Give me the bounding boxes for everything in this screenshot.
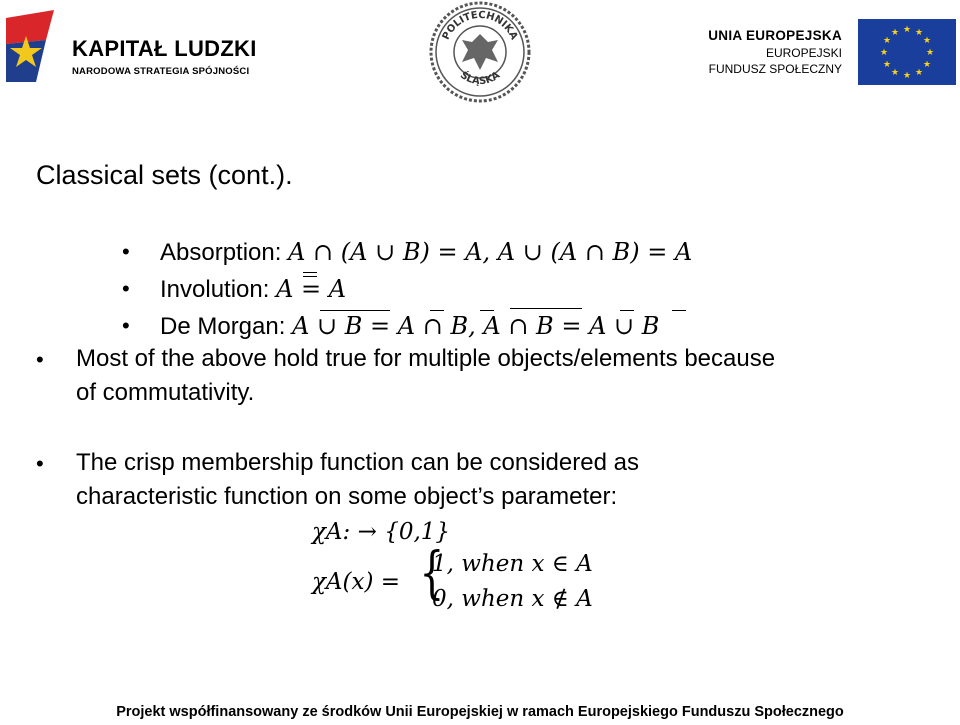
absorption-formula: A ∩ (A ∪ B) = A, A ∪ (A ∩ B) = A bbox=[288, 238, 693, 266]
svg-text:★: ★ bbox=[925, 48, 935, 58]
involution-formula: A = A bbox=[276, 275, 347, 303]
overline-mark bbox=[620, 310, 634, 311]
svg-text:ŚLĄSKA bbox=[458, 68, 502, 87]
overline-mark bbox=[430, 310, 444, 311]
eu-text-block bbox=[708, 28, 842, 76]
overline-mark bbox=[303, 272, 317, 273]
demorgan-label: De Morgan: bbox=[160, 313, 293, 340]
kapital-ludzki-logo bbox=[6, 10, 256, 90]
involution-label: Involution: bbox=[160, 276, 277, 303]
most-line1: Most of the above hold true for multiple objects/elements because bbox=[76, 345, 776, 372]
absorption-label: Absorption: bbox=[160, 239, 289, 266]
slide-title: Classical sets (cont.). bbox=[36, 160, 293, 190]
svg-text:★: ★ bbox=[882, 36, 892, 46]
svg-text:★: ★ bbox=[922, 36, 932, 46]
overline-mark bbox=[320, 310, 390, 311]
kapital-ludzki-emblem-icon bbox=[6, 10, 64, 82]
demorgan-item bbox=[160, 312, 659, 341]
chi-lhs: χA(x) = bbox=[312, 569, 401, 595]
svg-text:★: ★ bbox=[914, 68, 924, 78]
svg-text:★: ★ bbox=[922, 60, 932, 70]
chi-definition: χA: → {0,1} bbox=[312, 519, 451, 545]
bullet-icon: • bbox=[122, 239, 130, 264]
svg-text:★: ★ bbox=[890, 28, 900, 38]
svg-text:★: ★ bbox=[902, 71, 912, 81]
overline-mark bbox=[480, 310, 494, 311]
bullet-icon: • bbox=[122, 276, 130, 301]
svg-text:★: ★ bbox=[914, 28, 924, 38]
bullet-icon: • bbox=[36, 347, 44, 372]
case-2: 0, when x ∉ A bbox=[432, 586, 593, 612]
eu-flag-icon bbox=[858, 19, 956, 85]
crisp-line1: The crisp membership function can be considered as bbox=[76, 449, 639, 476]
overline-mark bbox=[510, 308, 582, 309]
left-brace-icon: { bbox=[419, 541, 445, 606]
overline-mark bbox=[303, 276, 317, 277]
svg-text:★: ★ bbox=[890, 68, 900, 78]
bullet-icon: • bbox=[122, 313, 130, 338]
most-line2: of commutativity. bbox=[76, 379, 255, 406]
eu-line3: FUNDUSZ SPOŁECZNY bbox=[708, 62, 842, 76]
svg-text:★: ★ bbox=[902, 25, 912, 35]
seal-bottom-text: ŚLĄSKA bbox=[457, 69, 503, 88]
involution-item bbox=[160, 275, 346, 304]
eu-line2: EUROPEJSKI bbox=[765, 46, 842, 60]
crisp-line2: characteristic function on some object’s parameter: bbox=[76, 483, 618, 510]
eu-line1: UNIA EUROPEJSKA bbox=[708, 28, 842, 43]
demorgan-formula: A ∪ B = A ∩ B, A ∩ B = A ∪ B bbox=[292, 312, 660, 340]
bullet-icon: • bbox=[36, 451, 44, 476]
university-seal-icon bbox=[428, 0, 532, 104]
seal-top-text: POLITECHNIKA bbox=[440, 9, 520, 42]
case-1: 1, when x ∈ A bbox=[432, 551, 593, 577]
kapital-ludzki-title: KAPITAŁ LUDZKI bbox=[72, 36, 257, 61]
footer-text: Projekt współfinansowany ze środków Unii Europejskiej w ramach Europejskiego Funduszu Społecznego bbox=[116, 704, 844, 720]
overline-mark bbox=[672, 310, 686, 311]
svg-text:★: ★ bbox=[882, 60, 892, 70]
absorption-item bbox=[160, 238, 692, 267]
kapital-ludzki-subtitle: NARODOWA STRATEGIA SPÓJNOŚCI bbox=[72, 66, 250, 77]
svg-text:★: ★ bbox=[879, 48, 889, 58]
